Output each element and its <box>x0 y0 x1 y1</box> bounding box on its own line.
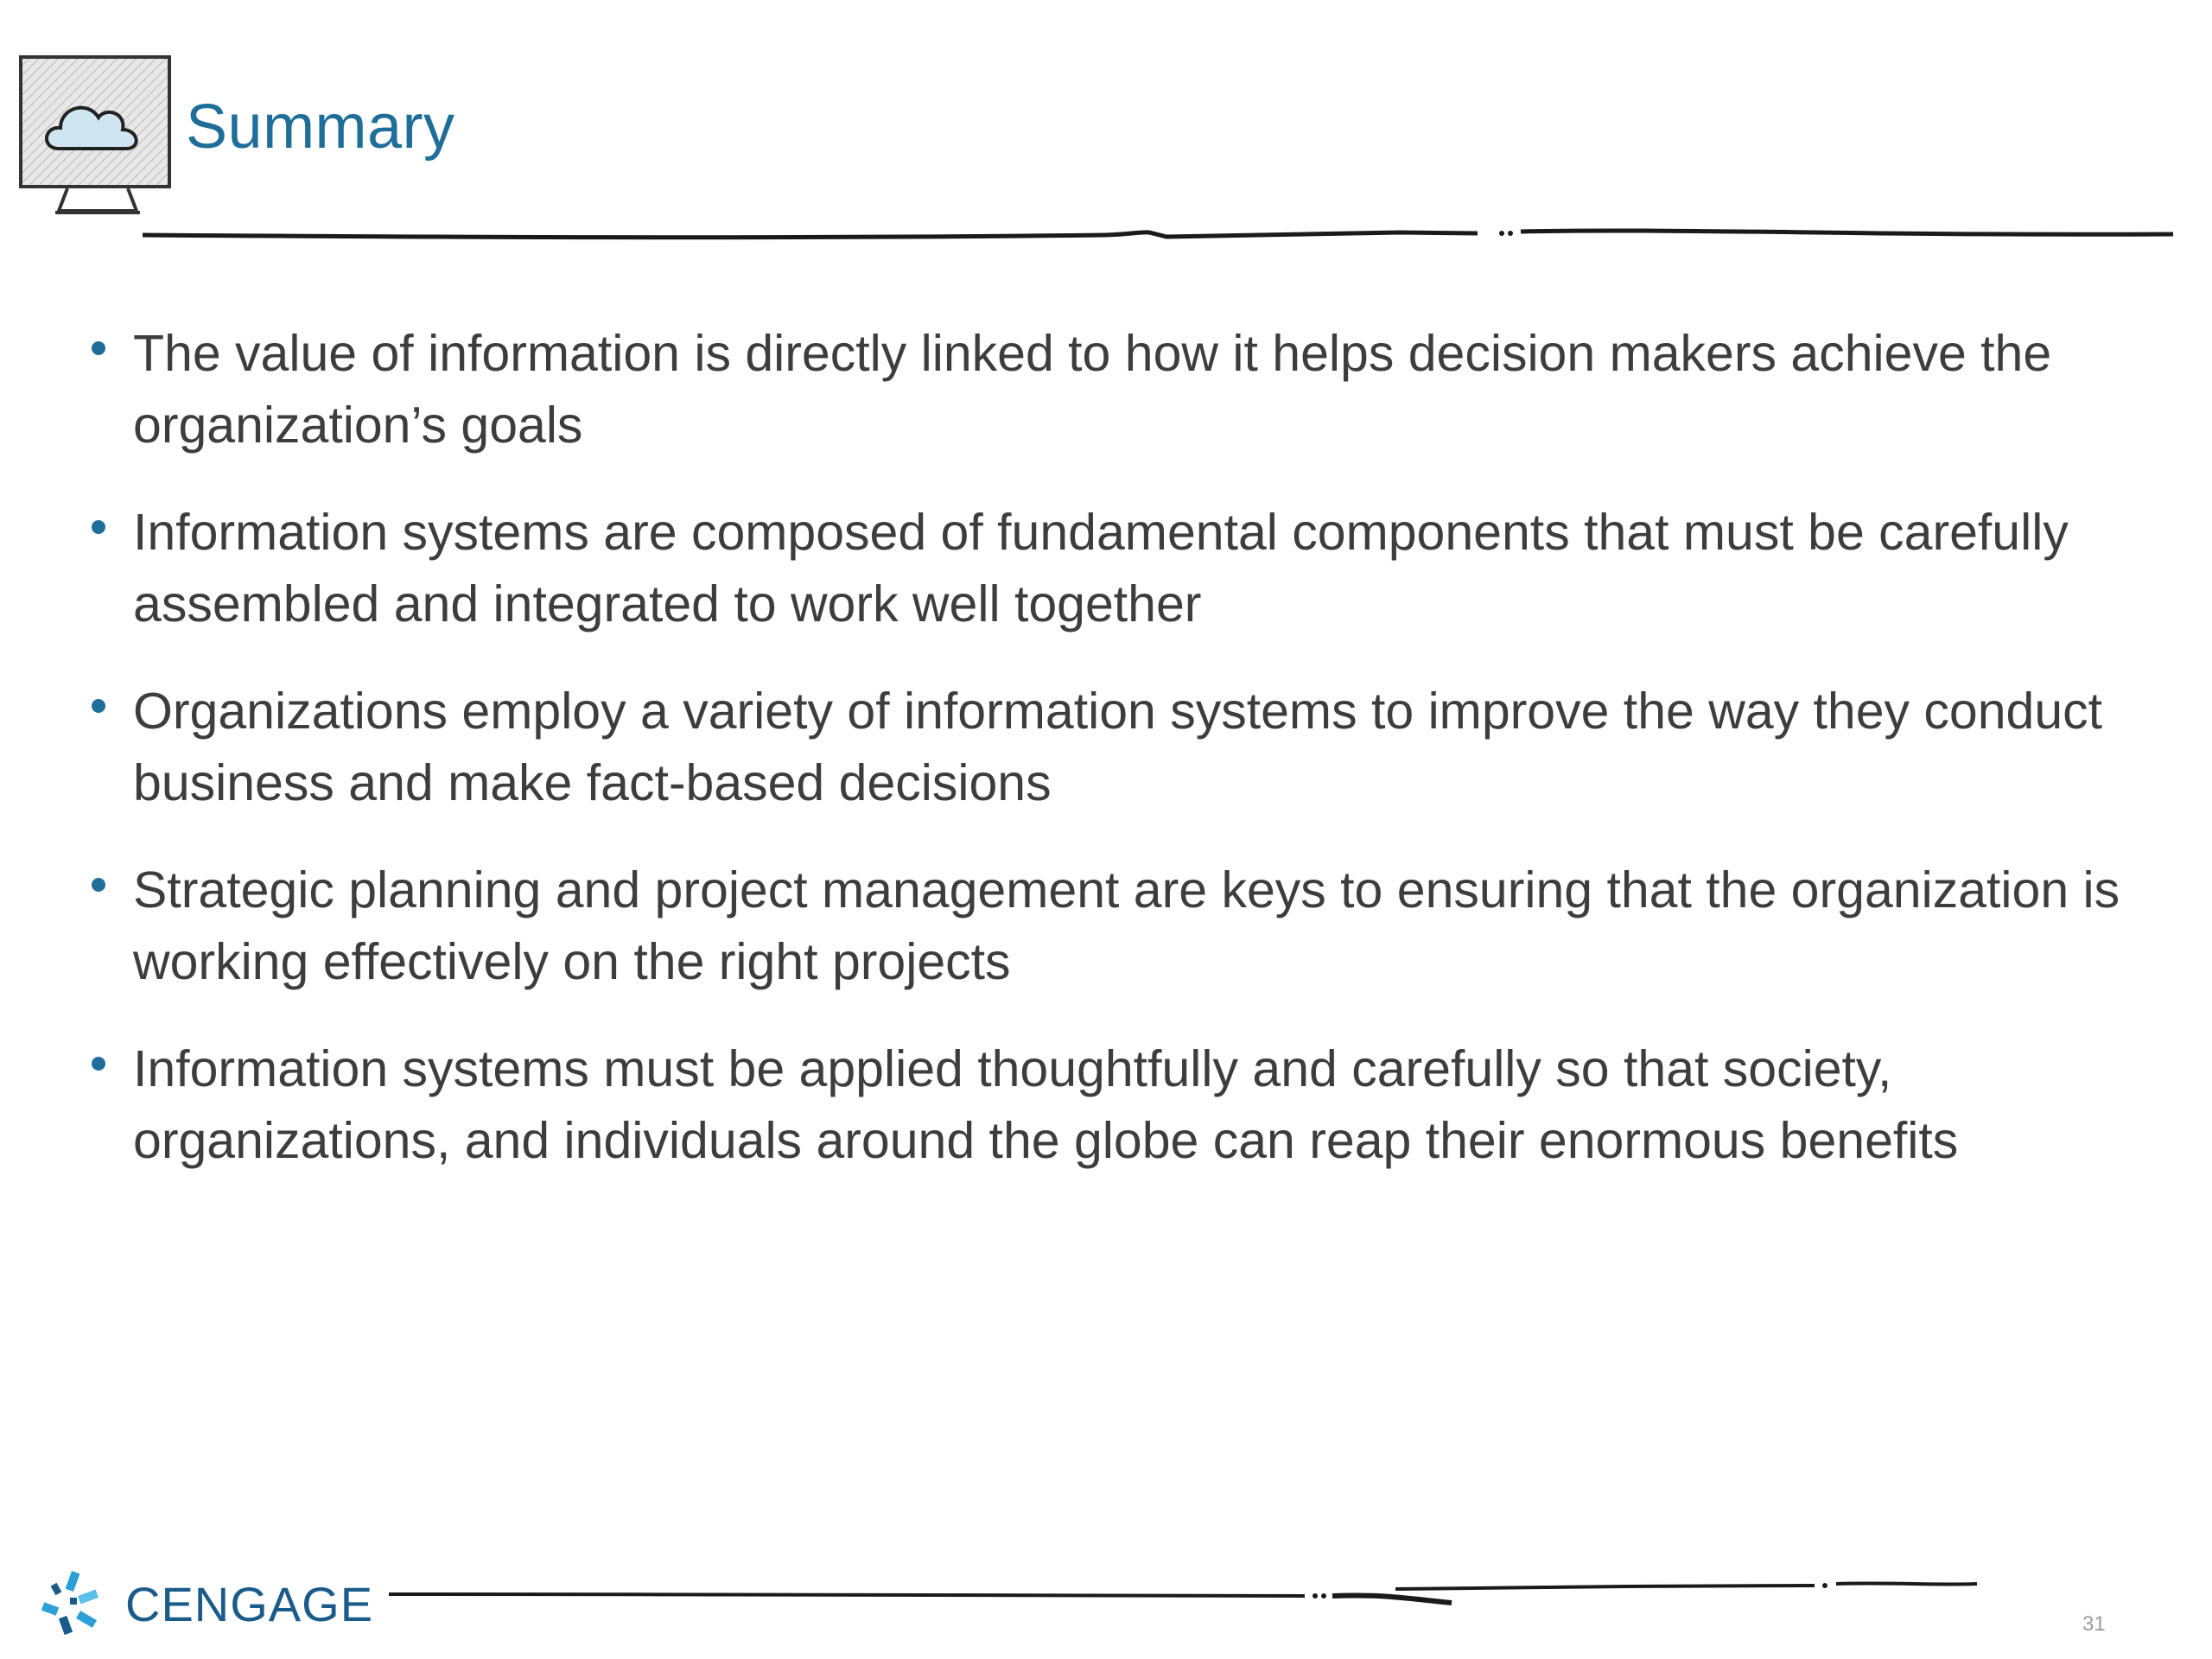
bullet-item <box>86 676 2160 819</box>
cengage-logo <box>39 1568 373 1639</box>
bullet-item <box>86 497 2160 640</box>
bullet-marker <box>92 520 105 534</box>
bullet-text: The value of information is directly linked to how it helps decision makers achieve the organization’s goals <box>133 325 2052 454</box>
footer-divider <box>389 1577 1979 1611</box>
page-number: 31 <box>2082 1612 2106 1636</box>
bullet-text: Information systems are composed of fundamental components that must be carefully assembled and integrated to work well together <box>133 504 2069 632</box>
bullet-item <box>86 1033 2160 1177</box>
bullet-marker <box>92 1057 105 1071</box>
bullet-item <box>86 318 2160 461</box>
title-divider <box>138 220 2177 246</box>
bullet-text: Organizations employ a variety of information systems to improve the way they conduct business and make fact-based decisions <box>133 683 2103 811</box>
bullet-item <box>86 855 2160 998</box>
bullet-text: Strategic planning and project management are keys to ensuring that the organization is working effectively on the right projects <box>133 861 2120 990</box>
bullet-text: Information systems must be applied thoughtfully and carefully so that society, organizations, and individuals around the globe can reap their enormous benefits <box>133 1040 1959 1169</box>
bullet-marker <box>92 341 105 355</box>
page-title: Summary <box>186 92 455 162</box>
logo-text: CENGAGE <box>125 1576 374 1631</box>
bullet-marker <box>92 699 105 713</box>
monitor-cloud-icon <box>16 52 180 225</box>
cengage-logo-icon <box>39 1568 110 1639</box>
bullet-list <box>86 318 2160 1212</box>
bullet-marker <box>92 878 105 892</box>
